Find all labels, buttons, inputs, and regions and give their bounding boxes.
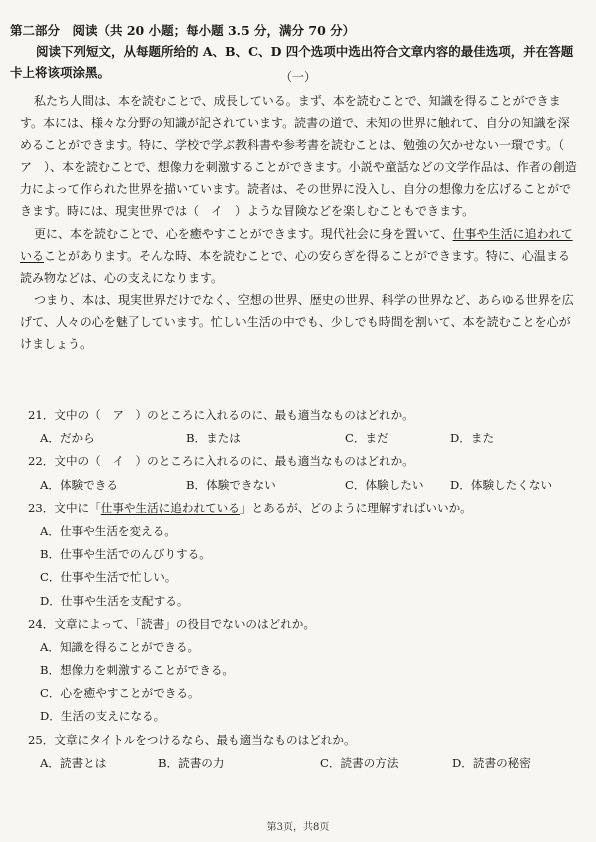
question-24-option-a: A．知識を得ることができる。 — [40, 639, 200, 654]
question-22-option-d: D．体験したくない — [450, 477, 553, 492]
passage-paragraph-1: 私たち人間は、本を読むことで、成長している。まず、本を読むことで、知識を得ることができます。本には、様々な分野の知識が記されています。読書の道で、未知の世界に触れて、自分の知識を深めることができます。特に、学校で学ぶ教科書や参考書を読むことは、勉強の欠かせない一環です。（ ア ）、本を読むことで、想像力を刺激することができます。小説や童話などの文学作品は、作者の創造力によって作られた世界を描いています。読者は、その世界に没入し、自分の想像力を広げることができます。時には、現実世界では（ イ ）ような冒険などを楽しむこともできます。 — [20, 94, 577, 219]
question-25-option-d: D．読書の秘密 — [452, 755, 531, 770]
question-22-option-a: A．体験できる — [40, 477, 118, 492]
passage-number: （一） — [279, 70, 316, 84]
question-24-option-c: C．心を癒やすことができる。 — [40, 686, 200, 701]
question-22-option-c: C．体験したい — [345, 477, 424, 492]
question-list — [28, 404, 578, 775]
question-25-option-b: B．読書の力 — [158, 755, 225, 770]
question-21-options — [28, 427, 578, 450]
passage-paragraph-2 — [20, 223, 578, 289]
paragraph-2-text-after: ことがあります。そんな時、本を読むことで、心の安らぎを得ることができます。特に、心温まる読み物などは、心の支えになります。 — [20, 248, 570, 285]
question-23-option-b: B．仕事や生活でのんびりする。 — [40, 547, 211, 562]
underlined-phrase: 仕事や生活に追われている — [20, 226, 573, 263]
question-25-options — [28, 752, 578, 775]
question-24-stem: 24．文章によって、「読書」の役目でないのはどれか。 — [28, 616, 315, 631]
paragraph-2-text-before: 更に、本を読むことで、心を癒やすことができます。現代社会に身を置いて、 — [34, 226, 453, 241]
question-21-option-c: C．まだ — [345, 431, 389, 446]
question-25-option-c: C．読書の方法 — [320, 755, 399, 770]
question-23-underlined-phrase: 仕事や生活に追われている — [100, 500, 240, 515]
question-22-option-b: B．体験できない — [186, 477, 276, 492]
question-23-option-c: C．仕事や生活で忙しい。 — [40, 570, 177, 585]
page-number: 第3页，共8页 — [266, 822, 330, 833]
question-23-option-a: A．仕事や生活を変える。 — [40, 523, 176, 538]
question-25-option-a: A．読書とは — [40, 755, 107, 770]
question-23-stem — [28, 497, 578, 520]
question-23-option-d: D．仕事や生活を支配する。 — [40, 593, 189, 608]
question-21-option-a: A．だから — [40, 431, 95, 446]
question-21-option-d: D．また — [450, 431, 495, 446]
section-instruction: 阅读下列短文，从每题所给的 A、B、C、D 四个选项中选出符合文章内容的最佳选项，并在答题卡上将该项涂黑。 — [10, 44, 574, 80]
reading-passage — [20, 90, 578, 355]
question-22-stem: 22．文中の（ イ ）のところに入れるのに、最も適当なものはどれか。 — [28, 454, 414, 469]
question-25-stem: 25．文章にタイトルをつけるなら、最も適当なものはどれか。 — [28, 732, 356, 747]
question-23-stem-suffix: 」とあるが、どのように理解すればいいか。 — [239, 500, 472, 515]
question-24-option-d: D．生活の支えになる。 — [40, 709, 166, 724]
question-23-stem-prefix: 23．文中に「 — [28, 500, 101, 515]
question-21-option-b: B．または — [186, 431, 241, 446]
question-24-option-b: B．想像力を刺激することができる。 — [40, 663, 235, 678]
question-21-stem: 21．文中の（ ア ）のところに入れるのに、最も適当なものはどれか。 — [28, 408, 414, 422]
question-22-options — [28, 474, 578, 497]
section-title: 第二部分 阅读（共 20 小题；每小题 3.5 分，满分 70 分） — [10, 23, 356, 38]
passage-paragraph-3: つまり、本は、現実世界だけでなく、空想の世界、歴史の世界、科学の世界など、あらゆる世界を広げて、人々の心を魅了しています。忙しい生活の中でも、少しでも時間を割いて、本を読むことを心がけましょう。 — [20, 292, 574, 352]
